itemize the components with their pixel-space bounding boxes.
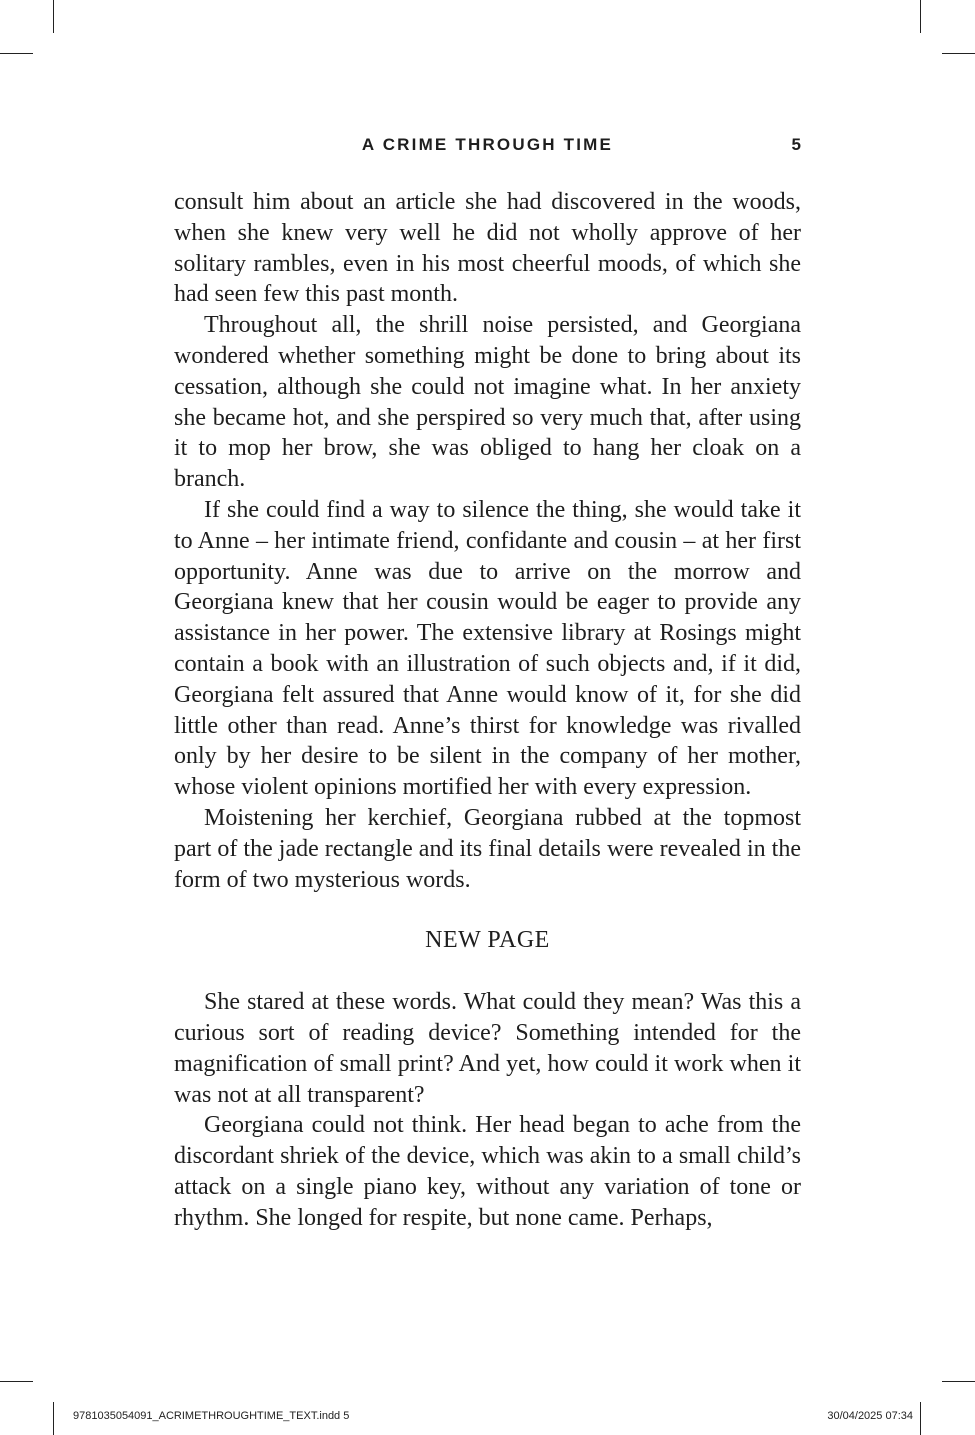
paragraph: She stared at these words. What could they mean? Was this a curious sort of reading device? Something intended for the magnification of small print? And yet, how could it work when it was not at all transparent?: [174, 989, 801, 1108]
crop-mark: [53, 1402, 54, 1435]
page-number: 5: [791, 135, 801, 154]
crop-mark: [53, 0, 54, 33]
slug-datetime: 30/04/2025 07:34: [827, 1410, 913, 1422]
crop-mark: [920, 1402, 921, 1435]
paragraph: consult him about an article she had discovered in the woods, when she knew very well he did not wholly approve of her solitary rambles, even in his most cheerful moods, of which she had seen few this past month.: [174, 189, 801, 308]
crop-mark: [920, 0, 921, 33]
paragraph: Moistening her kerchief, Georgiana rubbed at the topmost part of the jade rectangle and its final details were revealed in the form of two mysterious words.: [174, 804, 801, 893]
running-head-title: A CRIME THROUGH TIME: [361, 135, 614, 154]
running-head: [174, 133, 801, 157]
paragraph: If she could find a way to silence the thing, she would take it to Anne – her intimate friend, confidante and cousin – at her first opportunity. Anne was due to arrive on the morrow and Georgiana knew that her cousin would be eager to provide any assistance in her power. The extensive library at Rosings might contain a book with an illustration of such objects and, if it did, Georgiana felt assured that Anne would know of it, for she did little other than read. Anne’s thirst for knowledge was rivalled only by her desire to be silent in the company of her mother, whose violent opinions mortified her with every expression.: [174, 496, 801, 801]
slug-filename: 9781035054091_ACRIMETHROUGHTIME_TEXT.indd 5: [73, 1410, 350, 1422]
paragraph: Georgiana could not think. Her head began to ache from the discordant shriek of the device, which was akin to a small child’s attack on a single piano key, without any variation of tone or rhythm. She longed for respite, but none came. Perhaps,: [174, 1112, 801, 1231]
crop-mark: [0, 1381, 33, 1382]
section-heading: NEW PAGE: [425, 927, 550, 954]
body-text: [174, 187, 801, 1234]
crop-mark: [942, 53, 975, 54]
crop-mark: [942, 1381, 975, 1382]
paragraph: Throughout all, the shrill noise persisted, and Georgiana wondered whether something might be done to bring about its cessation, although she could not imagine what. In her anxiety she became hot, and she perspired so very much that, after using it to mop her brow, she was obliged to hang her cloak on a branch.: [174, 312, 801, 493]
crop-mark: [0, 53, 33, 54]
